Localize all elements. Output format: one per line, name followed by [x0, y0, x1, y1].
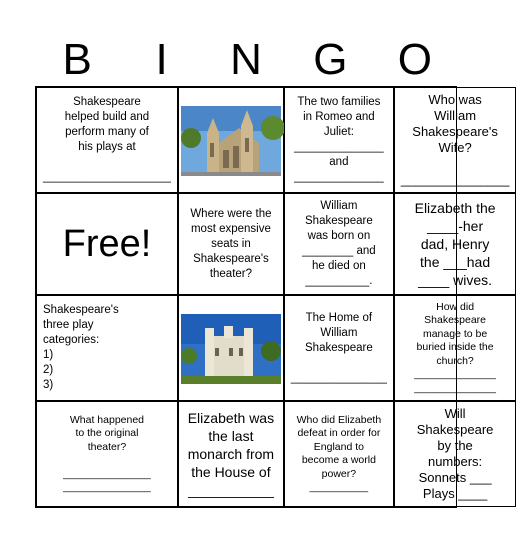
free-space-text: Free! [62, 223, 152, 265]
free-space-cell[interactable] [36, 193, 178, 295]
bingo-cell[interactable] [394, 87, 516, 193]
cell-text: Elizabeth was the last monarch from the House of ___________ [187, 410, 275, 498]
cell-text: William Shakespeare was born on ________ and he died on __________. [302, 200, 376, 287]
bingo-cell[interactable] [178, 295, 284, 401]
bingo-cell[interactable] [36, 295, 178, 401]
bingo-header [35, 34, 457, 86]
cell-text: Who was William Shakespeare's Wife? _______________ [400, 92, 510, 187]
bingo-cell[interactable] [284, 87, 394, 193]
header-letter-n: N [230, 35, 262, 84]
bingo-cell[interactable] [394, 401, 516, 507]
bingo-cell[interactable] [284, 193, 394, 295]
cell-text: The Home of William Shakespeare _______________ [290, 311, 387, 384]
bingo-cell[interactable] [178, 401, 284, 507]
bingo-cell[interactable] [36, 401, 178, 507]
cell-text: Shakespeare helped build and perform many of his plays at ____________________ [43, 96, 171, 183]
bingo-cell[interactable] [394, 295, 516, 401]
cell-text: Shakespeare's three play categories: 1) 2) 3) [43, 304, 119, 391]
cell-text: The two families in Romeo and Juliet: ______________ and ______________ [294, 96, 384, 183]
bingo-cell[interactable] [284, 401, 394, 507]
bingo-grid [35, 86, 510, 508]
bingo-cell[interactable] [394, 193, 516, 295]
bingo-cell[interactable] [36, 87, 178, 193]
westminster-abbey-photo [179, 88, 283, 192]
tower-of-london-photo [179, 296, 283, 400]
cell-text: How did Shakespeare manage to be buried inside the church? ______________ ______________ [414, 300, 496, 394]
header-letter-i: I [155, 35, 168, 84]
cell-text: Where were the most expensive seats in Shakespeare's theater? [190, 207, 272, 280]
bingo-cell[interactable] [178, 193, 284, 295]
bingo-cell[interactable] [178, 87, 284, 193]
cell-text: Elizabeth the ____-her dad, Henry the ___had ____ wives. [414, 200, 496, 288]
cell-text: What happened to the original theater? _______________ _______________ [63, 413, 151, 493]
header-letter-g: G [313, 35, 348, 84]
bingo-cell[interactable] [284, 295, 394, 401]
header-letter-b: B [62, 35, 92, 84]
header-letter-o: O [397, 35, 432, 84]
cell-text: Will Shakespeare by the numbers: Sonnets ___ Plays ____ [416, 406, 494, 501]
cell-text: Who did Elizabeth defeat in order for England to become a world power? __________ [296, 413, 382, 493]
